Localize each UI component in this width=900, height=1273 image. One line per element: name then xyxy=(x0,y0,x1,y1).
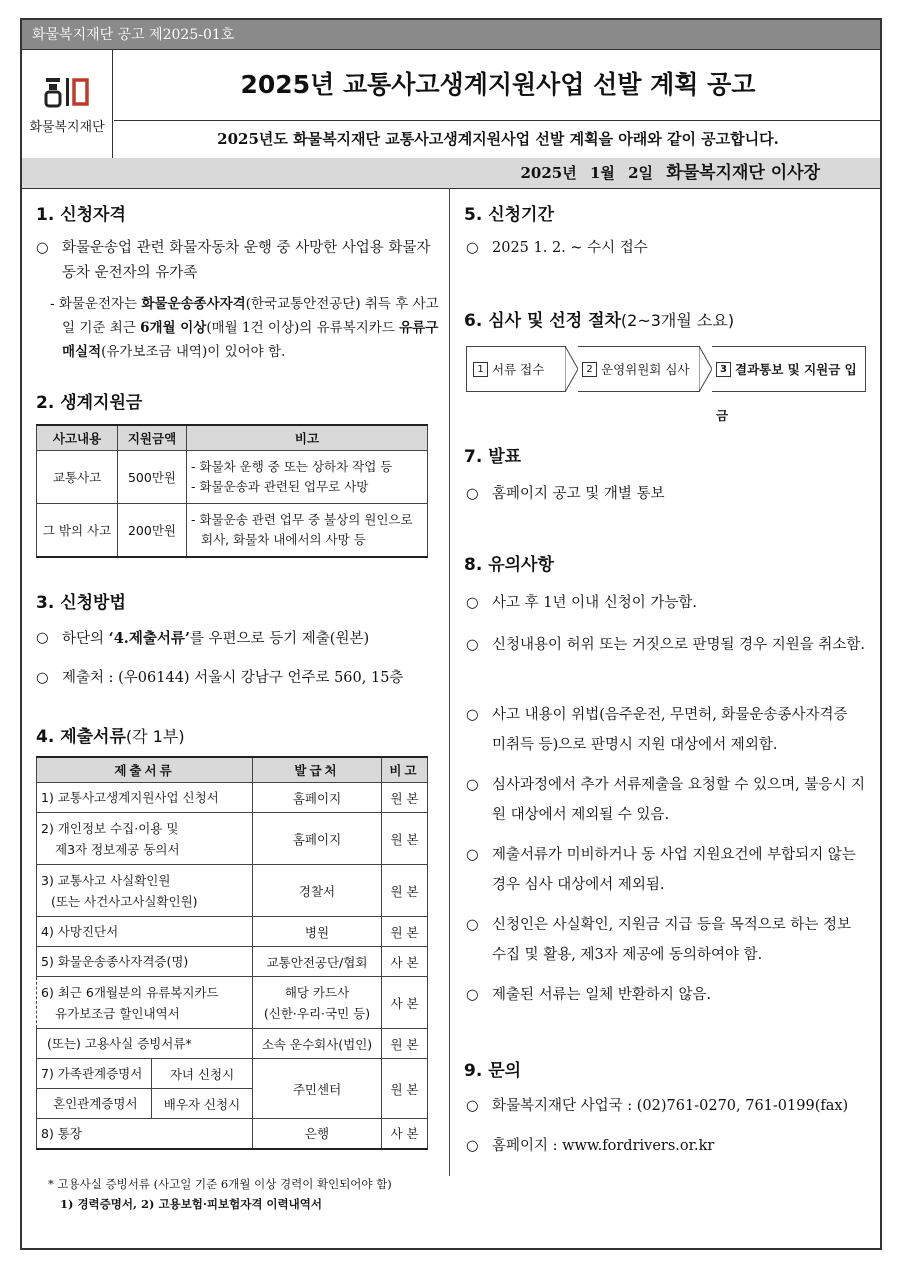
caution-text: 신청내용이 허위 또는 거짓으로 판명될 경우 지원을 취소함. xyxy=(492,637,866,653)
date-year: 2025년 xyxy=(520,164,577,182)
issue-date xyxy=(512,158,820,188)
table-row xyxy=(37,917,428,947)
caution-item xyxy=(466,700,866,760)
cell-amount: 500만원 xyxy=(118,451,187,504)
th-doc: 제출서류 xyxy=(37,757,253,783)
eligibility-text: 화물운송업 관련 화물자동차 운행 중 사망한 사업용 화물자동차 운전자의 유가족 xyxy=(62,240,431,281)
cell-doc: (또는) 고용사실 증빙서류* xyxy=(37,1029,253,1059)
section-2-title: 2. 생계지원금 xyxy=(36,393,143,413)
cell-type: 그 밖의 사고 xyxy=(37,504,118,558)
footnote xyxy=(48,1174,438,1214)
page-title: 2025년 교통사고생계지원사업 선발 계획 공고 xyxy=(114,50,882,121)
cell-doc-condition: 배우자 신청시 xyxy=(152,1089,253,1119)
cell-doc: 1) 교통사고생계지원사업 신청서 xyxy=(37,783,253,813)
sub-bold: 화물운송종사자격 xyxy=(141,296,246,312)
sub-text: (한국교통안전공단) 취득 후 사고일 기준 최근 xyxy=(62,296,439,336)
support-amount-table xyxy=(36,424,428,558)
issuer-line: (신한·우리·국민 등) xyxy=(263,1005,371,1021)
cell-doc: 8) 통장 xyxy=(37,1119,253,1149)
header xyxy=(22,50,880,188)
cell-note: 원 본 xyxy=(382,783,428,813)
section-1-item xyxy=(36,236,436,286)
cell-issuer: 교통안전공단/협회 xyxy=(253,947,382,977)
table-row xyxy=(37,1029,428,1059)
submit-address: 제출처 : (우06144) 서울시 강남구 언주로 560, 15층 xyxy=(62,670,404,686)
step-label: 서류 접수 xyxy=(492,362,545,377)
bullet: ○ xyxy=(466,486,479,502)
cell-issuer: 주민센터 xyxy=(253,1059,382,1119)
section-5-title: 5. 신청기간 xyxy=(464,205,554,225)
cell-doc: 7) 가족관계증명서 xyxy=(37,1059,152,1089)
bullet: ○ xyxy=(466,917,479,933)
notice-page xyxy=(20,18,882,1250)
section-7-item xyxy=(466,482,866,507)
step-number: 2 xyxy=(582,362,597,377)
foundation-logo-icon xyxy=(44,74,90,110)
caution-item xyxy=(466,770,866,830)
cell-doc xyxy=(37,813,253,865)
caution-text: 사고 후 1년 이내 신청이 가능함. xyxy=(492,595,697,611)
sub-text: - 화물운전자는 xyxy=(50,296,142,312)
cell-issuer: 은행 xyxy=(253,1119,382,1149)
bullet: ○ xyxy=(466,595,479,611)
doc-line: 6) 최근 6개월분의 유류복지카드 xyxy=(41,984,219,1000)
cell-note: 원 본 xyxy=(382,917,428,947)
th-note: 비고 xyxy=(187,425,428,451)
sub-bold: 유류구매실적 xyxy=(62,320,439,360)
caution-item xyxy=(466,630,866,660)
bullet: ○ xyxy=(36,630,49,646)
cell-issuer: 소속 운수회사(법인) xyxy=(253,1029,382,1059)
note-line: - 화물차 운행 중 또는 상하차 작업 등 xyxy=(191,459,393,474)
cell-issuer: 홈페이지 xyxy=(253,813,382,865)
doc-line: 2) 개인정보 수집·이용 및 xyxy=(41,820,179,836)
contact-phone: 화물복지재단 사업국 : (02)761-0270, 761-0199(fax) xyxy=(492,1098,849,1114)
bullet: ○ xyxy=(466,987,479,1003)
table-row xyxy=(37,1119,428,1149)
date-month: 1월 xyxy=(589,164,615,182)
date-bar xyxy=(22,158,880,189)
cell-doc: 4) 사망진단서 xyxy=(37,917,253,947)
table-row xyxy=(37,977,428,1029)
bullet: ○ xyxy=(466,707,479,723)
section-3-item-1 xyxy=(36,626,436,652)
caution-text: 심사과정에서 추가 서류제출을 요청할 수 있으며, 불응시 지원 대상에서 제외될 수 있음. xyxy=(492,777,866,823)
method-text: 를 우편으로 등기 제출(원본) xyxy=(189,631,370,647)
bullet: ○ xyxy=(466,1138,479,1154)
section-5-item xyxy=(466,236,866,261)
footnote-line-2: 1) 경력증명서, 2) 고용보험·피보험자격 이력내역서 xyxy=(60,1197,322,1211)
page-subtitle: 2025년도 화물복지재단 교통사고생계지원사업 선발 계획을 아래와 같이 공고합니다. xyxy=(114,120,882,159)
sub-text: (매월 1건 이상)의 유류복지카드 xyxy=(206,320,400,336)
arrow-right-icon xyxy=(699,346,713,392)
announcement-number: 화물복지재단 공고 제2025-01호 xyxy=(22,20,880,50)
sec4-title-text: 4. 제출서류 xyxy=(36,727,126,747)
cell-note xyxy=(187,451,428,504)
caution-item xyxy=(466,588,866,618)
section-9-item-2 xyxy=(466,1134,866,1159)
sec6-title-suffix: (2~3개월 소요) xyxy=(620,311,735,330)
process-flow xyxy=(466,346,866,423)
note-line: - 화물운송과 관련된 업무로 사망 xyxy=(191,479,369,494)
cell-note: 사 본 xyxy=(382,947,428,977)
doc-line: 제3자 정보제공 동의서 xyxy=(55,841,180,857)
section-3-title: 3. 신청방법 xyxy=(36,593,126,613)
method-text: 하단의 xyxy=(62,631,109,647)
step-number: 3 xyxy=(716,362,731,377)
section-7-title: 7. 발표 xyxy=(464,447,522,467)
step-number: 1 xyxy=(473,362,488,377)
table-row xyxy=(37,783,428,813)
cell-doc xyxy=(37,865,253,917)
logo xyxy=(22,50,113,159)
table-row xyxy=(37,504,428,558)
table-row xyxy=(37,947,428,977)
cell-doc: 5) 화물운송종사자격증(명) xyxy=(37,947,253,977)
arrow-right-icon xyxy=(565,346,579,392)
step-label: 운영위원회 심사 xyxy=(601,362,690,377)
sec6-title-text: 6. 심사 및 선정 절차 xyxy=(464,311,621,331)
cell-doc xyxy=(37,977,253,1029)
sec4-title-suffix: (각 1부) xyxy=(125,727,185,746)
caution-text: 신청인은 사실확인, 지원금 지급 등을 목적으로 하는 정보 수집 및 활용, 제3자 제공에 동의하여야 함. xyxy=(492,917,852,963)
cell-note: 원 본 xyxy=(382,865,428,917)
table-row xyxy=(37,1059,428,1089)
cell-note: 사 본 xyxy=(382,1119,428,1149)
section-9-title: 9. 문의 xyxy=(464,1061,522,1081)
cell-type: 교통사고 xyxy=(37,451,118,504)
section-8-title: 8. 유의사항 xyxy=(464,555,554,575)
note-line: 회사, 화물차 내에서의 사망 등 xyxy=(201,532,366,547)
bullet: ○ xyxy=(36,240,49,256)
cell-issuer: 홈페이지 xyxy=(253,783,382,813)
signer: 화물복지재단 이사장 xyxy=(666,163,820,183)
section-6-title xyxy=(464,306,734,331)
table-row xyxy=(37,865,428,917)
step-label: 결과통보 및 지원금 입금 xyxy=(716,362,857,423)
table-row xyxy=(37,451,428,504)
caution-item xyxy=(466,910,866,970)
application-period: 2025 1. 2. ~ 수시 접수 xyxy=(492,240,648,256)
cell-note: 원 본 xyxy=(382,1059,428,1119)
th-issuer: 발급처 xyxy=(253,757,382,783)
table-row xyxy=(37,813,428,865)
cell-amount: 200만원 xyxy=(118,504,187,558)
announcement-method: 홈페이지 공고 및 개별 통보 xyxy=(492,486,665,502)
caution-item xyxy=(466,840,866,900)
doc-line: 유가보조금 할인내역서 xyxy=(55,1005,180,1021)
cell-issuer: 병원 xyxy=(253,917,382,947)
documents-table xyxy=(36,756,428,1150)
caution-item xyxy=(466,980,866,1010)
cell-note: 원 본 xyxy=(382,813,428,865)
bullet: ○ xyxy=(36,670,49,686)
caution-text: 제출서류가 미비하거나 동 사업 지원요건에 부합되지 않는 경우 심사 대상에서 제외됨. xyxy=(492,847,856,893)
caution-text: 사고 내용이 위법(음주운전, 무면허, 화물운송종사자격증 미취득 등)으로 판명시 지원 대상에서 제외함. xyxy=(492,707,848,753)
cell-note: 원 본 xyxy=(382,1029,428,1059)
th-type: 사고내용 xyxy=(37,425,118,451)
date-day: 2일 xyxy=(628,164,654,182)
sub-bold: 6개월 이상 xyxy=(140,320,207,336)
th-note: 비고 xyxy=(382,757,428,783)
cell-note xyxy=(187,504,428,558)
cell-issuer xyxy=(253,977,382,1029)
doc-line: 3) 교통사고 사실확인원 xyxy=(41,872,171,888)
cell-issuer: 경찰서 xyxy=(253,865,382,917)
doc-line: (또는 사건사고사실확인원) xyxy=(51,893,198,909)
note-line: - 화물운송 관련 업무 중 불상의 원인으로 xyxy=(191,512,413,527)
step-3 xyxy=(712,346,866,423)
section-3-item-2 xyxy=(36,666,436,691)
caution-text: 제출된 서류는 일체 반환하지 않음. xyxy=(492,987,712,1003)
step-1 xyxy=(466,346,566,392)
method-bold: ‘4.제출서류’ xyxy=(108,630,190,647)
sub-text: (유가보조금 내역)이 있어야 함. xyxy=(101,344,286,360)
footnote-line-1: * 고용사실 증빙서류 (사고일 기준 6개월 이상 경력이 확인되어야 함) xyxy=(48,1177,392,1191)
bullet: ○ xyxy=(466,637,479,653)
cell-doc-condition: 자녀 신청시 xyxy=(152,1059,253,1089)
bullet: ○ xyxy=(466,777,479,793)
cell-note: 사 본 xyxy=(382,977,428,1029)
cell-doc: 혼인관계증명서 xyxy=(37,1089,152,1119)
bullet: ○ xyxy=(466,847,479,863)
section-4-title xyxy=(36,722,185,747)
bullet: ○ xyxy=(466,240,479,256)
section-9-item-1 xyxy=(466,1094,866,1119)
issuer-line: 해당 카드사 xyxy=(284,984,350,1000)
step-2 xyxy=(578,346,700,392)
bullet: ○ xyxy=(466,1098,479,1114)
logo-text: 화물복지재단 xyxy=(29,120,105,135)
section-1-subitem xyxy=(50,292,450,364)
section-1-title: 1. 신청자격 xyxy=(36,205,126,225)
th-amount: 지원금액 xyxy=(118,425,187,451)
contact-homepage: 홈페이지 : www.fordrivers.or.kr xyxy=(492,1138,715,1154)
